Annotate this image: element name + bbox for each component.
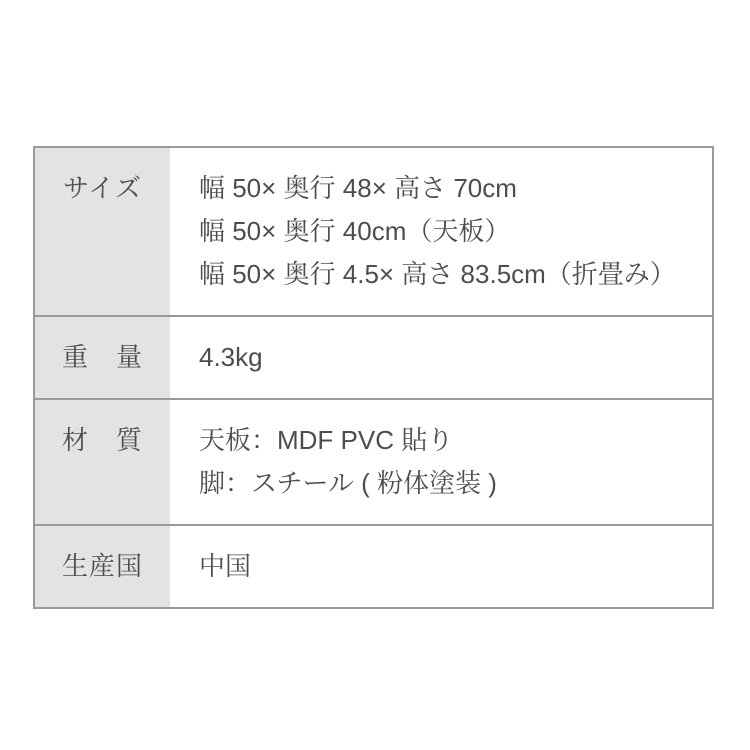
spec-label-weight: 重 量 bbox=[35, 317, 170, 398]
spec-row-material bbox=[35, 398, 712, 524]
spec-material-line-2: 脚：スチール ( 粉体塗装 ) bbox=[199, 468, 497, 498]
spec-size-line-3: 幅 50× 奥行 4.5× 高さ 83.5cm（折畳み） bbox=[199, 259, 676, 289]
spec-weight-line-1: 4.3kg bbox=[199, 342, 263, 372]
spec-row-weight bbox=[35, 315, 712, 398]
spec-value-material bbox=[170, 400, 712, 524]
spec-size-line-2: 幅 50× 奥行 40cm（天板） bbox=[199, 216, 511, 246]
spec-label-country: 生産国 bbox=[35, 526, 170, 607]
spec-row-size bbox=[35, 148, 712, 315]
spec-size-line-1: 幅 50× 奥行 48× 高さ 70cm bbox=[199, 173, 517, 203]
spec-row-country bbox=[35, 524, 712, 607]
spec-value-weight bbox=[170, 317, 712, 398]
spec-country-line-1: 中国 bbox=[199, 551, 252, 581]
spec-material-line-1: 天板：MDF PVC 貼り bbox=[199, 425, 454, 455]
spec-value-country bbox=[170, 526, 712, 607]
spec-table bbox=[33, 146, 714, 609]
spec-label-size: サイズ bbox=[35, 148, 170, 315]
spec-value-size bbox=[170, 148, 712, 315]
spec-label-material: 材 質 bbox=[35, 400, 170, 524]
